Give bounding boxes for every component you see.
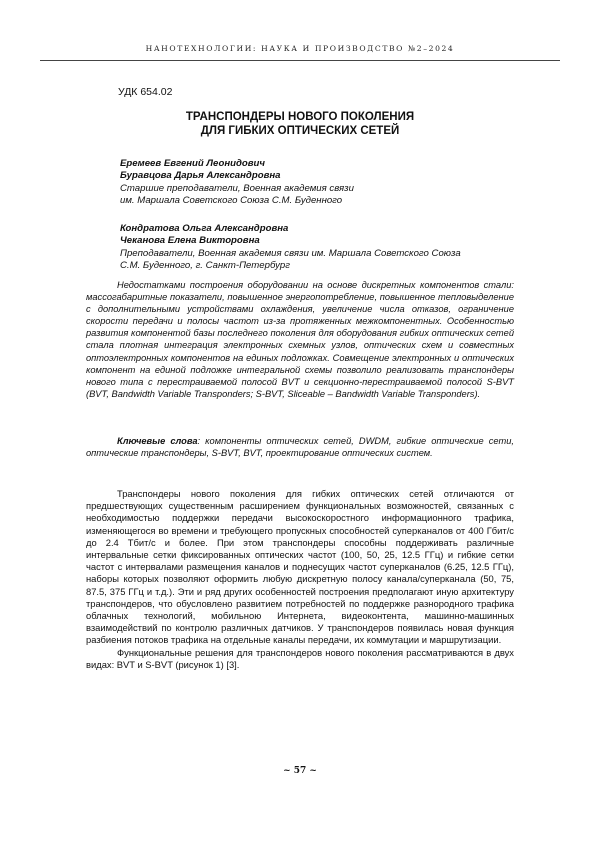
author-affiliation: С.М. Буденного, г. Санкт-Петербург	[120, 260, 290, 272]
body-paragraph: Транспондеры нового поколения для гибких оптических сетей отличаются от предшествующих существенным расширением функциональных возможностей, связанных с необходимостью поддержки передачи высокоскоростного информационного трафика, изменяющегося во времени и требующего пропускных способностей суперканалов от 400 Гбит/с до 2.4 Тбит/с и более. При этом транспондеры способны поддерживать различные интервальные сетки фиксированных оптических частот (100, 50, 25, 12.5 ГГц) и гибкие сетки частот с интервалами размещения каналов и поднесущих частот суперканалов (6.25, 12.5 ГГц), наборы которых позволяют оформить любую дискретную полосу канала/суперканала (50, 75, 87.5, 375 ГГц и т.д.). Эти и ряд других особенностей построения предполагают иную архитектуру транспондеров, что обусловлено развитием потребностей по поддержке разнородного трафика облачных технологий, мобильною Интернета, видеоконтента, машинно-машинных взаимодействий по контролю различных датчиков. У транспондеров появилась новая функция разбиения потоков трафика на отдельные каналы передачи, их коммутации и маршрутизации.	[86, 488, 514, 646]
keywords-label: Ключевые слова	[117, 436, 198, 446]
author-name: Буравцова Дарья Александровна	[120, 170, 281, 182]
author-affiliation: Старшие преподаватели, Военная академия связи	[120, 182, 354, 194]
keywords	[86, 435, 514, 459]
author-affiliation: им. Маршала Советского Союза С.М. Буденного	[120, 195, 343, 207]
article-body	[86, 488, 514, 671]
abstract: Недостатками построения оборудовании на основе дискретных компонентов стали: массогабаритные показатели, повышенное энергопотребление, повышенное тепловыделение с дополнительными устройствами охлаждения, увеличение числа отказов, ограничение скорости передачи и полосы частот из-за протяженных межкомпонентных. Особенностью развития компонентой базы последнего поколения для оборудования гибких оптических сетей стала плотная интеграция электронных схемных узлов, оптических схем и совместных оптоэлектронных компонентов на единых подложках. Совмещение электронных и оптических компонент на единой подложке интегральной схемы позволило реализовать транспондеры нового типа с перестраиваемой полосой BVT и секционно-перестраиваемой полосой S-BVT (BVT, Bandwidth Variable Transponders; S-BVT, Sliceable – Bandwidth Variable Transponders).	[86, 280, 514, 399]
body-paragraph: Функциональные решения для транспондеров нового поколения рассматриваются в двух видах: BVT и S-BVT (рисунок 1) [3].	[86, 646, 514, 670]
page-number: ~ 57 ~	[283, 766, 317, 776]
author-name: Еремеев Евгений Леонидович	[120, 158, 266, 169]
keywords-text: : компоненты оптических сетей, DWDM, гибкие оптические сети, оптические транспондеры, S-BVT, BVT, проектирование оптических систем.	[86, 436, 514, 459]
udk-code: УДК 654.02	[118, 86, 173, 98]
title-line: ДЛЯ ГИБКИХ ОПТИЧЕСКИХ СЕТЕЙ	[200, 125, 400, 137]
running-header: НАНОТЕХНОЛОГИИ: НАУКА И ПРОИЗВОДСТВО №2–2024	[145, 44, 455, 53]
author-group	[120, 158, 540, 208]
header-rule	[40, 60, 560, 61]
author-group	[120, 223, 540, 273]
author-name: Кондратова Ольга Александровна	[120, 223, 289, 234]
title-line: ТРАНСПОНДЕРЫ НОВОГО ПОКОЛЕНИЯ	[185, 111, 415, 123]
author-name: Чеканова Елена Викторовна	[120, 235, 260, 247]
article-title	[60, 110, 540, 138]
author-affiliation: Преподаватели, Военная академия связи им. Маршала Советского Союза	[120, 247, 461, 259]
